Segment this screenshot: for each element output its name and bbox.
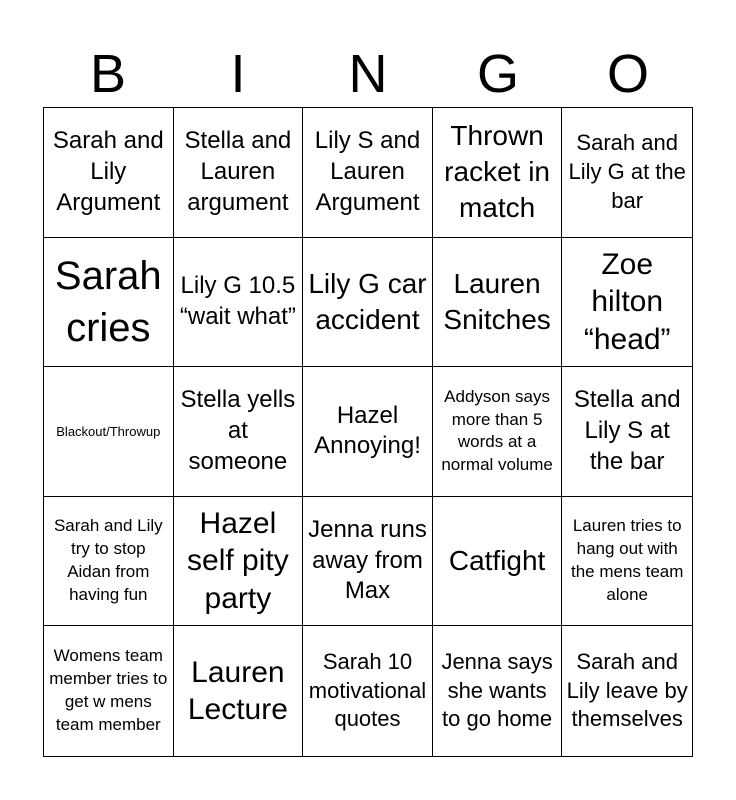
header-letter-b: B (89, 44, 127, 104)
bingo-cell[interactable] (303, 238, 433, 368)
cell-text: Lauren Lecture (187, 655, 288, 727)
bingo-cell[interactable] (174, 238, 304, 368)
cell-text: Lily G car accident (308, 267, 427, 335)
cell-text: Sarah and Lily G at the bar (568, 130, 686, 213)
bingo-cell[interactable] (433, 626, 563, 756)
cell-text: Hazel Annoying! (314, 401, 421, 460)
cell-text: Sarah and Lily try to stop Aidan from having fun (53, 516, 163, 605)
cell-text: Lily G 10.5 “wait what” (179, 272, 296, 330)
bingo-cell[interactable] (433, 497, 563, 627)
cell-text: Jenna says she wants to go home (441, 649, 553, 732)
cell-text: Blackout/Throwup (56, 423, 161, 439)
bingo-cell[interactable] (44, 626, 174, 756)
bingo-cell[interactable] (433, 367, 563, 497)
header-letter-i: I (230, 44, 246, 104)
cell-text: Sarah 10 motivational quotes (308, 649, 427, 732)
cell-text: Lauren Snitches (443, 267, 551, 335)
cell-text: Sarah and Lily leave by themselves (566, 649, 688, 732)
bingo-cell[interactable] (433, 108, 563, 238)
bingo-cell[interactable] (44, 108, 174, 238)
header-letter-o: O (606, 44, 649, 104)
bingo-cell[interactable] (44, 497, 174, 627)
cell-text: Stella and Lily S at the bar (573, 386, 681, 475)
bingo-cell[interactable] (44, 238, 174, 368)
bingo-cell[interactable] (562, 238, 692, 368)
bingo-cell[interactable] (562, 108, 692, 238)
cell-text: Zoe hilton “head” (583, 247, 671, 356)
cell-text: Stella and Lauren argument (184, 127, 292, 216)
bingo-cell[interactable] (433, 238, 563, 368)
bingo-board (43, 107, 693, 757)
cell-text: Sarah cries (54, 253, 162, 350)
bingo-cell[interactable] (303, 497, 433, 627)
cell-text: Hazel self pity party (187, 506, 289, 615)
bingo-cell[interactable] (174, 626, 304, 756)
cell-text: Addyson says more than 5 words at a normal volume (441, 386, 553, 475)
bingo-header (43, 40, 693, 108)
bingo-cell[interactable] (44, 367, 174, 497)
bingo-cell[interactable] (303, 367, 433, 497)
cell-text: Thrown racket in match (444, 119, 550, 224)
header-letter-g: G (476, 44, 519, 104)
bingo-cell[interactable] (562, 626, 692, 756)
cell-text: Jenna runs away from Max (308, 516, 427, 605)
bingo-cell[interactable] (174, 367, 304, 497)
bingo-cell[interactable] (562, 497, 692, 627)
cell-text: Catfight (448, 544, 546, 576)
bingo-cell[interactable] (562, 367, 692, 497)
bingo-cell[interactable] (303, 108, 433, 238)
bingo-cell[interactable] (174, 108, 304, 238)
cell-text: Lauren tries to hang out with the mens team alone (570, 516, 684, 605)
bingo-cell[interactable] (303, 626, 433, 756)
cell-text: Lily S and Lauren Argument (314, 127, 421, 216)
bingo-cell[interactable] (174, 497, 304, 627)
cell-text: Sarah and Lily Argument (52, 127, 164, 216)
cell-text: Womens team member tries to get w mens team member (49, 646, 168, 735)
cell-text: Stella yells at someone (180, 386, 296, 475)
header-letter-n: N (348, 44, 388, 104)
